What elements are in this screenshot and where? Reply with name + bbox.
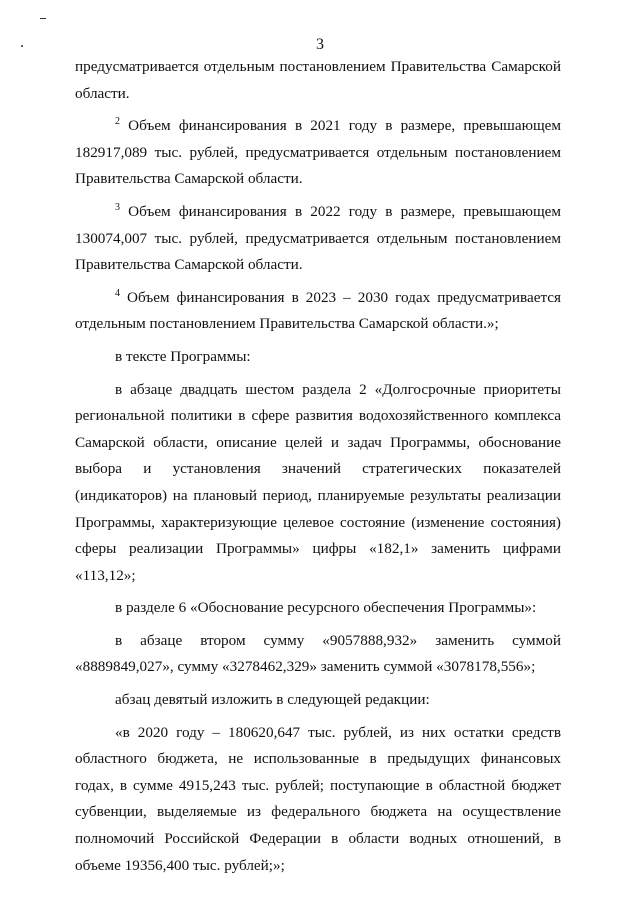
footnote-paragraph bbox=[75, 285, 561, 338]
paragraph-text: абзац девятый изложить в следующей редакции: bbox=[115, 691, 430, 709]
paragraph-text: Объем финансирования в 2022 году в размере, превышающем 130074,007 тыс. рублей, предусматривается отдельным постановлением Правительства Самарской области. bbox=[75, 202, 561, 274]
paragraph bbox=[75, 344, 561, 371]
paragraph bbox=[75, 687, 561, 714]
footnote-marker: 2 bbox=[115, 116, 120, 128]
paragraph-text: Объем финансирования в 2023 – 2030 годах предусматривается отдельным постановлением Правительства Самарской области.»; bbox=[75, 288, 561, 333]
paragraph-text: Объем финансирования в 2021 году в размере, превышающем 182917,089 тыс. рублей, предусматривается отдельным постановлением Правительства Самарской области. bbox=[75, 117, 561, 188]
paragraph bbox=[75, 720, 561, 880]
paragraph-text: предусматривается отдельным постановлением Правительства Самарской области. bbox=[75, 58, 561, 102]
paragraph-text: в абзаце двадцать шестом раздела 2 «Долгосрочные приоритеты региональной политики в сфере развития водохозяйственного комплекса Самарской области, описание целей и задач Программы, обоснование выбора и установления значений стратегических показателей (индикаторов) на плановый период, планируемые результаты реализации Программы, характеризующие целевое состояние (изменение состояния) сферы реализации Программы» цифры «182,1» заменить цифрами «113,12»; bbox=[75, 380, 561, 584]
paragraph-text: в абзаце втором сумму «9057888,932» заменить суммой «8889849,027», сумму «3278462,329» заменить суммой «3078178,556»; bbox=[75, 631, 561, 676]
footnote-marker: 3 bbox=[115, 201, 120, 213]
footnote-marker: 4 bbox=[115, 287, 120, 299]
paragraph bbox=[75, 628, 561, 681]
paragraph-text: в разделе 6 «Обоснование ресурсного обеспечения Программы»: bbox=[115, 599, 537, 617]
page-number: 3 bbox=[316, 36, 324, 53]
scan-mark bbox=[40, 18, 46, 19]
paragraph-text: в тексте Программы: bbox=[115, 347, 251, 365]
paragraph bbox=[75, 595, 561, 622]
footnote-paragraph bbox=[75, 113, 561, 193]
document-body bbox=[75, 54, 561, 885]
paragraph-continuation bbox=[75, 54, 561, 107]
footnote-paragraph bbox=[75, 199, 561, 279]
paragraph-text: «в 2020 году – 180620,647 тыс. рублей, из них остатки средств областного бюджета, не использованные в предыдущих финансовых годах, в сумме 4915,243 тыс. рублей; поступающие в областной бюджет субвенции, выделяемые из федерального бюджета на осуществление полномочий Российской Федерации в области водных отношений, в объеме 19356,400 тыс. рублей;»; bbox=[75, 723, 561, 874]
paragraph bbox=[75, 377, 561, 590]
